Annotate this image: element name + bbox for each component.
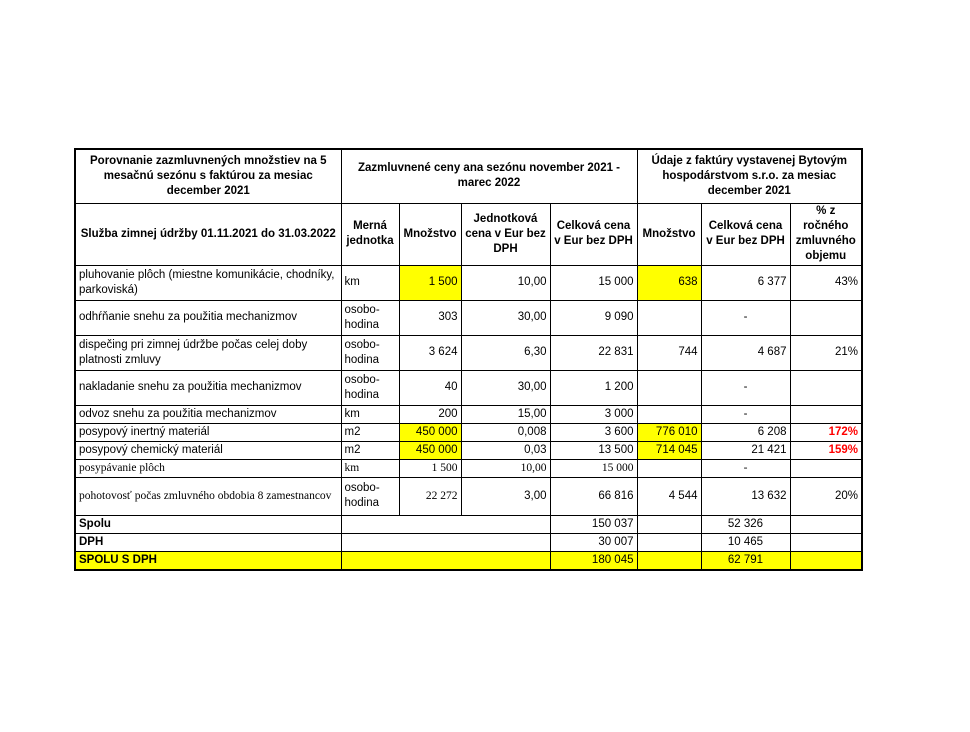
table-row: [75, 459, 862, 477]
cell-total: 66 816: [550, 477, 637, 515]
cell-inv-qty: [637, 459, 701, 477]
col-total-header: Celková cena v Eur bez DPH: [550, 203, 637, 265]
cell-qty: 3 624: [399, 335, 461, 370]
cell-pct: [790, 370, 862, 405]
summary-row-grand-total: [75, 551, 862, 570]
cell-unit-price: 30,00: [461, 300, 550, 335]
cell-unit: m2: [341, 423, 399, 441]
summary-label: DPH: [75, 533, 341, 551]
cell-inv-qty: 638: [637, 265, 701, 300]
cell-total: 9 090: [550, 300, 637, 335]
col-pct-header: % z ročného zmluvného objemu: [790, 203, 862, 265]
cell-unit: osobo-hodina: [341, 335, 399, 370]
cell-unit: osobo-hodina: [341, 370, 399, 405]
summary-row-vat: [75, 533, 862, 551]
cell-pct: [790, 300, 862, 335]
summary-inv-total: 52 326: [701, 515, 790, 533]
cell-inv-qty: [637, 405, 701, 423]
summary-blank: [341, 551, 550, 570]
table-row: [75, 441, 862, 459]
cell-unit-price: 0,008: [461, 423, 550, 441]
cell-unit: m2: [341, 441, 399, 459]
summary-inv-total: 10 465: [701, 533, 790, 551]
cell-unit: osobo-hodina: [341, 300, 399, 335]
table-row: [75, 335, 862, 370]
summary-total: 150 037: [550, 515, 637, 533]
cell-qty: 22 272: [399, 477, 461, 515]
cell-total: 1 200: [550, 370, 637, 405]
cell-inv-total: 6 208: [701, 423, 790, 441]
col-unit-header: Merná jednotka: [341, 203, 399, 265]
cell-unit-price: 0,03: [461, 441, 550, 459]
cell-pct: [790, 459, 862, 477]
cell-inv-qty: 4 544: [637, 477, 701, 515]
cell-inv-total: 6 377: [701, 265, 790, 300]
cell-inv-qty: 776 010: [637, 423, 701, 441]
cell-inv-qty: 714 045: [637, 441, 701, 459]
cell-unit: km: [341, 405, 399, 423]
cell-inv-total: 13 632: [701, 477, 790, 515]
cell-unit: osobo-hodina: [341, 477, 399, 515]
header-right-title: Údaje z faktúry vystavenej Bytovým hospodárstvom s.r.o. za mesiac december 2021: [637, 149, 862, 203]
summary-label: SPOLU S DPH: [75, 551, 341, 570]
cell-pct: 159%: [790, 441, 862, 459]
cell-unit-price: 15,00: [461, 405, 550, 423]
cell-qty: 450 000: [399, 423, 461, 441]
cell-unit-price: 10,00: [461, 459, 550, 477]
summary-row-total: [75, 515, 862, 533]
table-row: [75, 370, 862, 405]
col-unit-price-header: Jednotková cena v Eur bez DPH: [461, 203, 550, 265]
summary-blank: [341, 515, 550, 533]
cell-inv-qty: [637, 300, 701, 335]
cell-total: 15 000: [550, 265, 637, 300]
col-inv-qty-header: Množstvo: [637, 203, 701, 265]
table-row: [75, 477, 862, 515]
summary-blank: [790, 515, 862, 533]
summary-blank: [637, 515, 701, 533]
header-left-title: Porovnanie zazmluvnených množstiev na 5 mesačnú sezónu s faktúrou za mesiac december 2021: [75, 149, 341, 203]
cell-inv-total: -: [701, 405, 790, 423]
cell-total: 13 500: [550, 441, 637, 459]
cell-service: odvoz snehu za použitia mechanizmov: [75, 405, 341, 423]
summary-blank: [790, 533, 862, 551]
cell-inv-total: 21 421: [701, 441, 790, 459]
cell-service: posypový inertný materiál: [75, 423, 341, 441]
col-inv-total-header: Celková cena v Eur bez DPH: [701, 203, 790, 265]
cell-service: dispečing pri zimnej údržbe počas celej doby platnosti zmluvy: [75, 335, 341, 370]
table-row: [75, 405, 862, 423]
cell-qty: 40: [399, 370, 461, 405]
cell-qty: 1 500: [399, 459, 461, 477]
header-mid-title: Zazmluvnené ceny ana sezónu november 2021 - marec 2022: [341, 149, 637, 203]
summary-total: 180 045: [550, 551, 637, 570]
cell-pct: 21%: [790, 335, 862, 370]
cell-qty: 1 500: [399, 265, 461, 300]
summary-blank: [341, 533, 550, 551]
summary-blank: [790, 551, 862, 570]
cell-unit-price: 6,30: [461, 335, 550, 370]
summary-blank: [637, 533, 701, 551]
col-qty-header: Množstvo: [399, 203, 461, 265]
cell-service: nakladanie snehu za použitia mechanizmov: [75, 370, 341, 405]
cell-inv-total: -: [701, 370, 790, 405]
cell-unit: km: [341, 459, 399, 477]
summary-label: Spolu: [75, 515, 341, 533]
summary-total: 30 007: [550, 533, 637, 551]
cell-inv-total: -: [701, 300, 790, 335]
cell-unit: km: [341, 265, 399, 300]
cell-total: 15 000: [550, 459, 637, 477]
cell-service: pohotovosť počas zmluvného obdobia 8 zamestnancov: [75, 477, 341, 515]
cell-service: pluhovanie plôch (miestne komunikácie, chodníky, parkoviská): [75, 265, 341, 300]
cell-pct: 172%: [790, 423, 862, 441]
summary-inv-total: 62 791: [701, 551, 790, 570]
cell-service: posypávanie plôch: [75, 459, 341, 477]
cell-pct: [790, 405, 862, 423]
cell-inv-qty: [637, 370, 701, 405]
cell-total: 3 600: [550, 423, 637, 441]
cell-unit-price: 3,00: [461, 477, 550, 515]
cell-service: posypový chemický materiál: [75, 441, 341, 459]
cell-qty: 450 000: [399, 441, 461, 459]
cell-inv-total: -: [701, 459, 790, 477]
cell-inv-total: 4 687: [701, 335, 790, 370]
cell-inv-qty: 744: [637, 335, 701, 370]
summary-blank: [637, 551, 701, 570]
col-service-header: Služba zimnej údržby 01.11.2021 do 31.03.2022: [75, 203, 341, 265]
cell-service: odhŕňanie snehu za použitia mechanizmov: [75, 300, 341, 335]
cell-pct: 20%: [790, 477, 862, 515]
cell-total: 3 000: [550, 405, 637, 423]
comparison-table: [74, 148, 863, 571]
table-row: [75, 265, 862, 300]
cell-unit-price: 10,00: [461, 265, 550, 300]
cell-qty: 200: [399, 405, 461, 423]
cell-pct: 43%: [790, 265, 862, 300]
table-row: [75, 300, 862, 335]
cell-total: 22 831: [550, 335, 637, 370]
table-row: [75, 423, 862, 441]
cell-unit-price: 30,00: [461, 370, 550, 405]
cell-qty: 303: [399, 300, 461, 335]
